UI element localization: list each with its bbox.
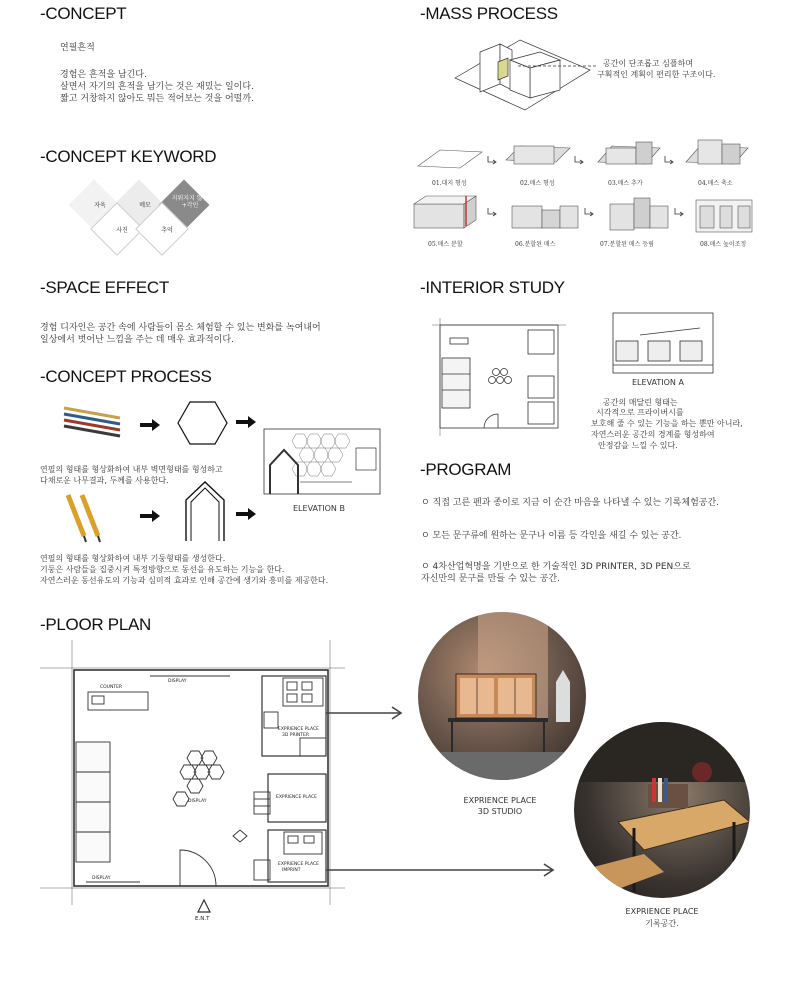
interior-line: 자연스러운 공간의 경계를 형성하여 bbox=[591, 430, 715, 439]
mass-note: 공간이 단조롭고 심플하며 bbox=[603, 59, 694, 68]
mass-step-caption: 01.대지 형성 bbox=[432, 180, 467, 187]
concept-title: -CONCEPT bbox=[40, 4, 127, 23]
elevation-a-label: ELEVATION A bbox=[632, 378, 684, 387]
concept-line: 짧고 거창하지 않아도 뭐든 적어보는 것을 어떨까. bbox=[60, 94, 254, 104]
interior-line: 안정감을 느낄 수 있다. bbox=[598, 441, 678, 450]
render-subtitle: 3D STUDIO bbox=[477, 807, 523, 816]
program-item: ㅇ 모든 문구류에 원하는 문구나 이름 등 각인을 새길 수 있는 공간. bbox=[421, 531, 682, 541]
mass-step-caption: 04.매스 축소 bbox=[698, 180, 733, 187]
display-label: DISPLAY bbox=[188, 799, 207, 804]
program-item: ㅇ 직접 고른 펜과 종이로 지금 이 순간 마음을 나타낼 수 있는 기록체험공간. bbox=[421, 498, 720, 508]
interior-line: 시각적으로 프라이버시를 bbox=[596, 408, 684, 417]
render-subtitle: 기록공간. bbox=[645, 919, 679, 928]
keyword-label: 자욱 bbox=[94, 202, 106, 209]
concept-process-title: -CONCEPT PROCESS bbox=[40, 367, 212, 386]
render-3d-studio bbox=[418, 612, 586, 780]
render-title: EXPRIENCE PLACE bbox=[463, 796, 537, 805]
interior-line: 공간의 매달린 형태는 bbox=[603, 398, 678, 407]
program-title: -PROGRAM bbox=[420, 460, 512, 479]
elevation-b-label: ELEVATION B bbox=[293, 504, 345, 513]
room-sublabel: 3D PRINTER bbox=[282, 733, 310, 738]
mass-process-title: -MASS PROCESS bbox=[420, 4, 558, 23]
concept-process-text: 연필의 형태를 형상화하여 내부 기둥형태를 생성한다. bbox=[40, 554, 226, 563]
interior-line: 보호해 줄 수 있는 기능을 하는 뿐만 아니라, bbox=[591, 419, 743, 428]
mass-step-caption: 03.매스 추가 bbox=[608, 180, 643, 187]
concept-process-text: 연필의 형태를 형상화하여 내부 벽면형태를 형성하고 bbox=[40, 465, 223, 474]
render-title: EXPRIENCE PLACE bbox=[625, 907, 699, 916]
mass-step-caption: 08.매스 높이조정 bbox=[700, 241, 747, 248]
render-record-space bbox=[574, 722, 750, 898]
concept-line: 살면서 자기의 흔적을 남기는 것은 재밌는 일이다. bbox=[60, 82, 254, 92]
keyword-label: 메모 bbox=[139, 202, 151, 209]
space-effect-line: 경험 디자인은 공간 속에 사람들이 몸소 체험할 수 있는 변화를 녹여내어 bbox=[40, 323, 321, 333]
concept-line: 경험은 흔적을 남긴다. bbox=[60, 70, 147, 80]
keyword-label: 사진 bbox=[116, 227, 128, 234]
concept-process-text: 다채로운 나무결과, 두께를 사용한다. bbox=[40, 476, 169, 485]
mass-step-caption: 06.분할된 매스 bbox=[515, 241, 556, 248]
interior-title: -INTERIOR STUDY bbox=[420, 278, 565, 297]
program-item: 자신만의 문구를 만들 수 있는 공간. bbox=[421, 574, 560, 584]
room-label: EXPRIENCE PLACE bbox=[278, 727, 320, 732]
concept-subtitle: 연필흔적 bbox=[60, 43, 95, 53]
room-label: EXPRIENCE PLACE bbox=[278, 862, 320, 867]
space-effect-line: 일상에서 벗어난 느낌을 주는 데 매우 효과적이다. bbox=[40, 335, 234, 345]
room-label: EXPRIENCE PLACE bbox=[276, 795, 318, 800]
program-item: ㅇ 4차산업혁명을 기반으로 한 기술적인 3D PRINTER, 3D PEN으로 bbox=[421, 562, 691, 572]
floor-plan-title: -PLOOR PLAN bbox=[40, 615, 152, 634]
mass-step-caption: 02.매스 형성 bbox=[520, 180, 555, 187]
mass-step-caption: 07.분할된 매스 등림 bbox=[600, 241, 654, 248]
room-sublabel: IMPRINT bbox=[282, 868, 301, 873]
concept-process-text: 기둥은 사람들을 집중시켜 특정방향으로 동선을 유도하는 기능을 한다. bbox=[40, 565, 285, 574]
entrance-label: E.N.T bbox=[195, 916, 210, 922]
keyword-label: 지워지지 않는 +각인 bbox=[171, 195, 209, 209]
keyword-label: 추억 bbox=[161, 227, 173, 234]
concept-process-text: 자연스러운 동선유도의 기능과 심미적 효과로 인해 공간에 생기와 흥미를 제공한다. bbox=[40, 576, 329, 585]
counter-label: COUNTER bbox=[100, 685, 123, 690]
display-label: DISPLAY bbox=[168, 679, 187, 684]
mass-note: 구획적인 계획이 편리한 구조이다. bbox=[597, 70, 716, 79]
mass-step-caption: 05.매스 분할 bbox=[428, 241, 463, 248]
space-effect-title: -SPACE EFFECT bbox=[40, 278, 169, 297]
display-label: DISPLAY bbox=[92, 876, 111, 881]
keyword-title: -CONCEPT KEYWORD bbox=[40, 147, 217, 166]
